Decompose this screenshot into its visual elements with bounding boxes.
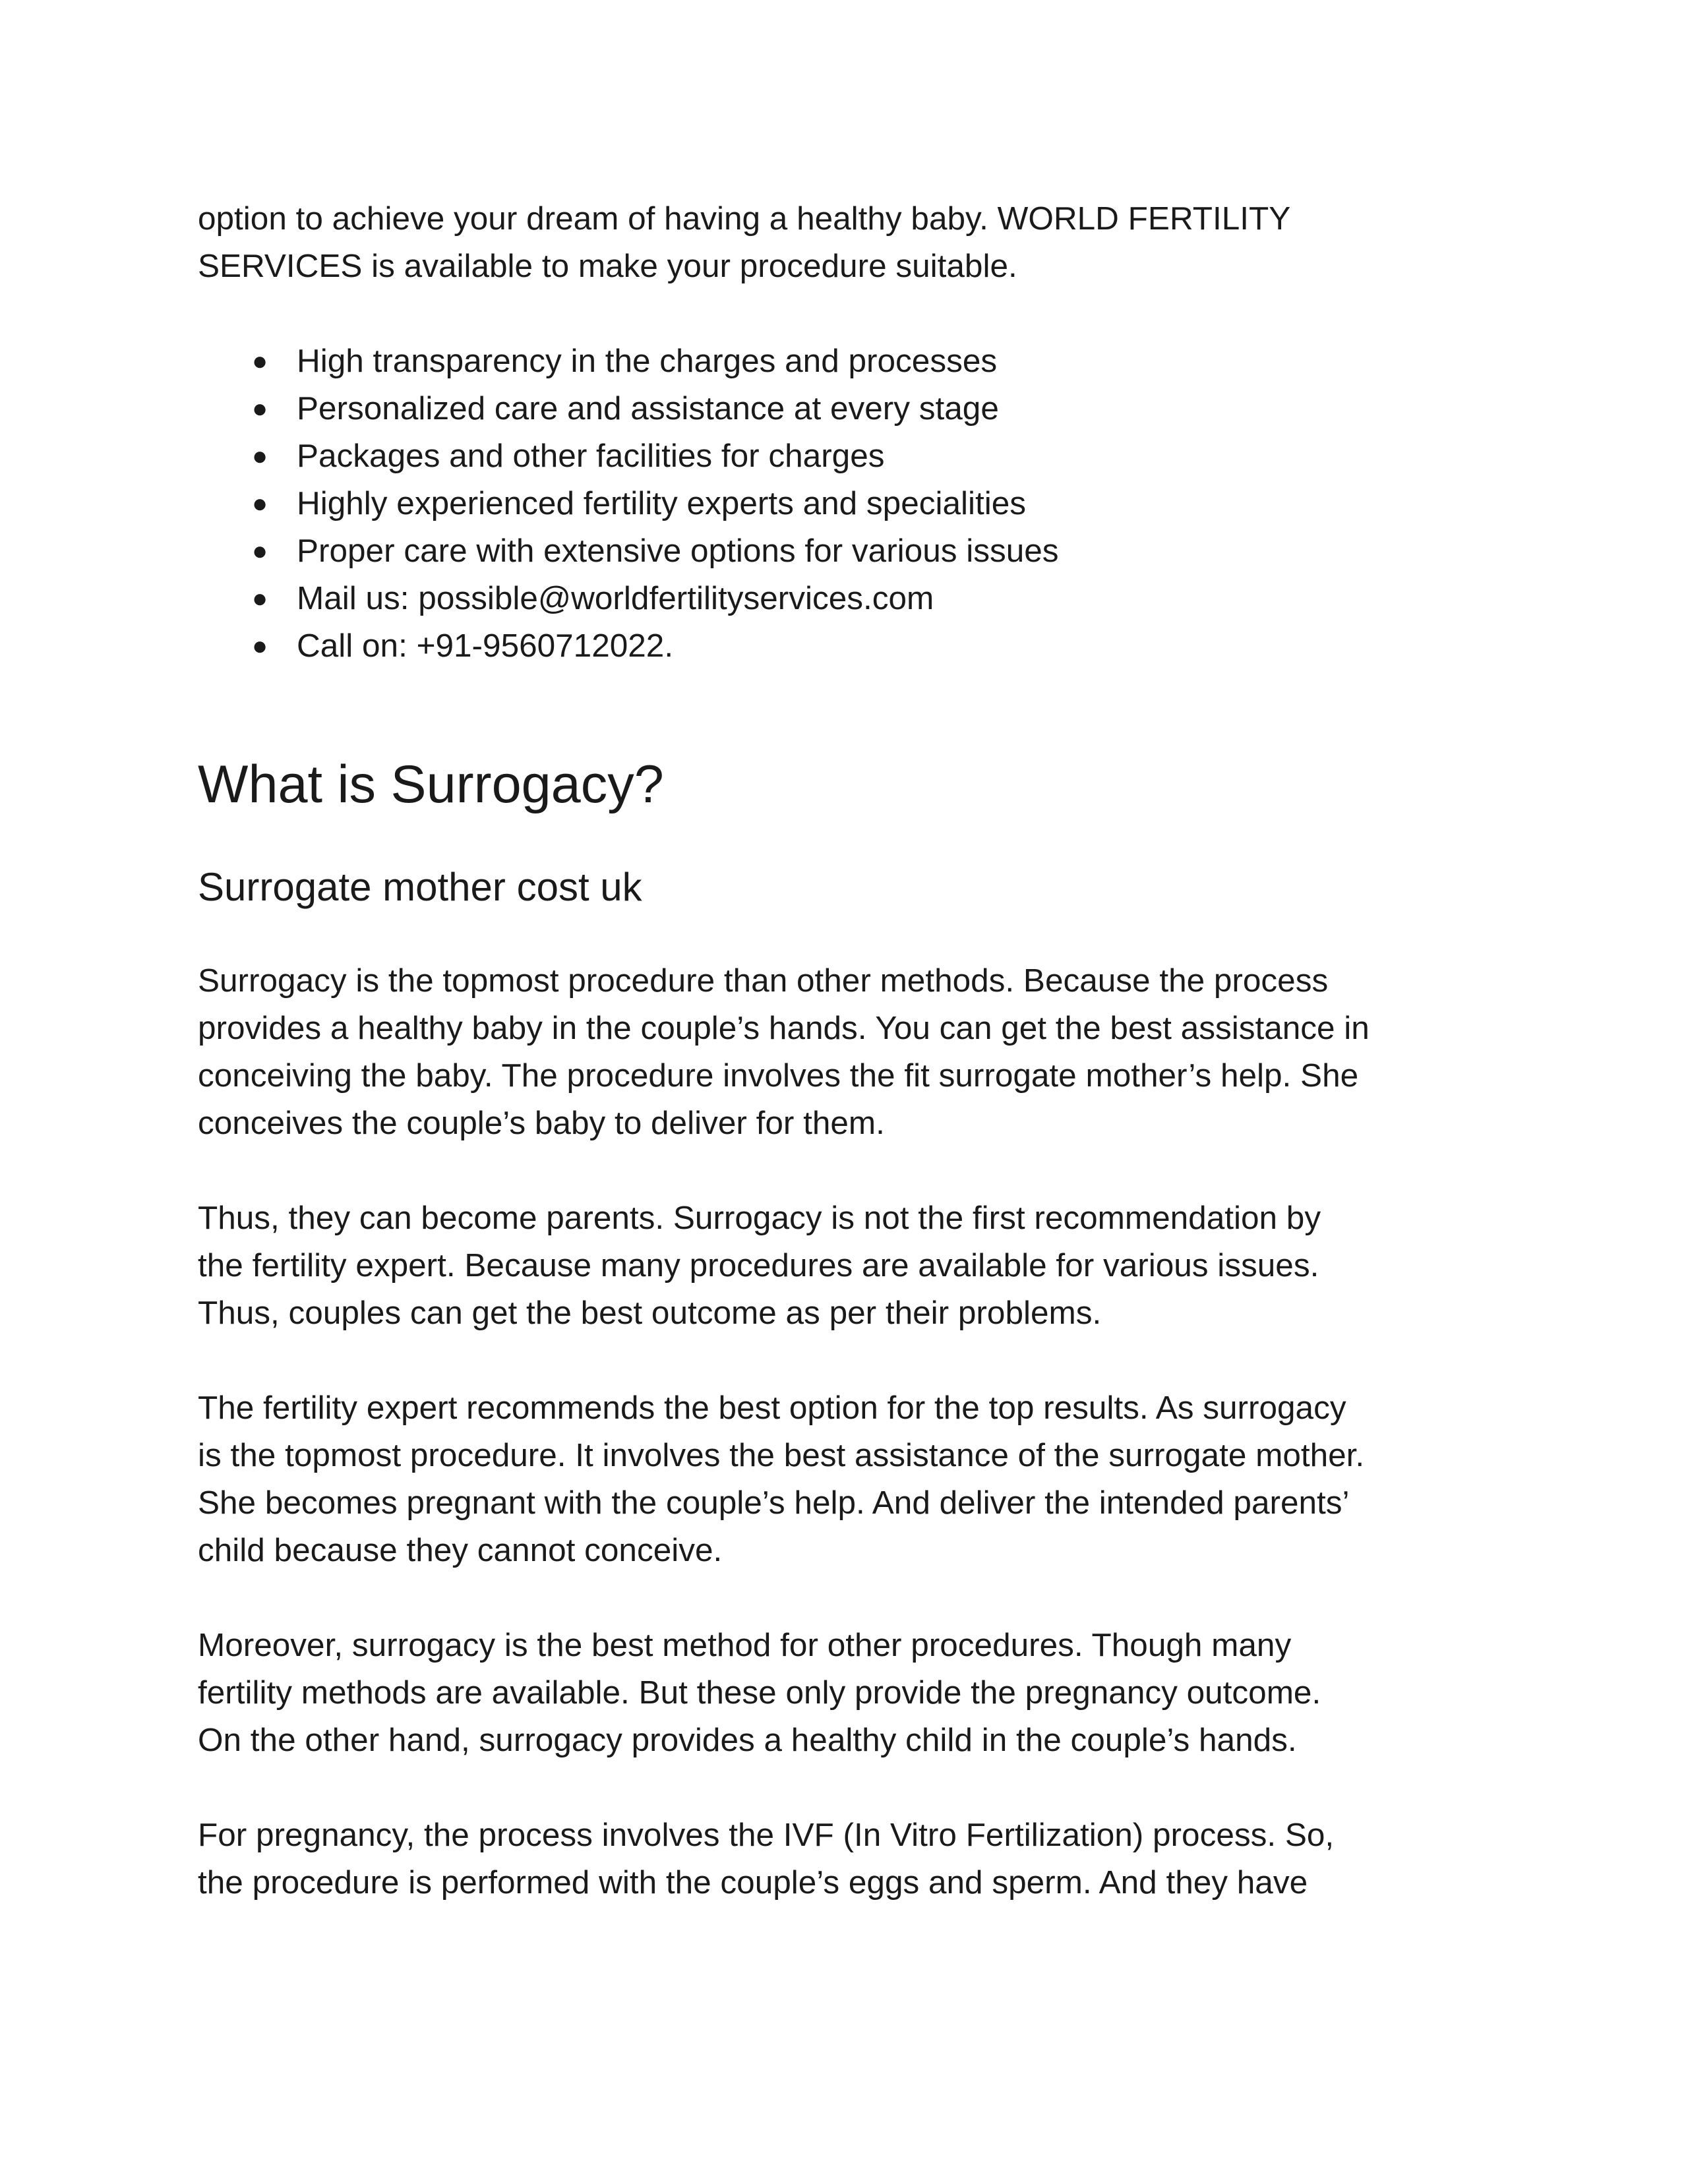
list-item-text: Packages and other facilities for charges [297, 438, 885, 474]
list-item-text: Proper care with extensive options for various issues [297, 533, 1059, 569]
body-paragraph-5 [198, 1812, 1503, 1906]
text-line: Surrogacy is the topmost procedure than other methods. Because the process [198, 962, 1329, 999]
list-item-text: Call on: +91-9560712022. [297, 628, 674, 664]
list-item [198, 338, 1503, 385]
bullet-icon: ● [252, 489, 268, 518]
text-line: is the topmost procedure. It involves the best assistance of the surrogate mother. [198, 1437, 1365, 1473]
text-line: conceives the couple’s baby to deliver for them. [198, 1105, 885, 1141]
section-heading: What is Surrogacy? [198, 755, 664, 814]
text-line: Thus, couples can get the best outcome as per their problems. [198, 1295, 1102, 1331]
text-line: Moreover, surrogacy is the best method for other procedures. Though many [198, 1627, 1292, 1663]
list-item-text: Personalized care and assistance at every stage [297, 390, 999, 427]
text-line: She becomes pregnant with the couple’s help. And deliver the intended parents’ [198, 1485, 1350, 1521]
text-line: the procedure is performed with the couple’s eggs and sperm. And they have [198, 1864, 1308, 1901]
body-paragraph-2 [198, 1195, 1503, 1337]
text-line: Thus, they can become parents. Surrogacy is not the first recommendation by [198, 1200, 1321, 1236]
text-line: the fertility expert. Because many procedures are available for various issues. [198, 1247, 1319, 1284]
body-paragraph-3 [198, 1384, 1503, 1574]
bullet-icon: ● [252, 537, 268, 566]
list-item [198, 575, 1503, 622]
text-line: SERVICES is available to make your procedure suitable. [198, 248, 1017, 284]
body-paragraph-1 [198, 957, 1503, 1147]
bullet-icon: ● [252, 442, 268, 471]
list-item [198, 432, 1503, 480]
body-paragraph-4 [198, 1622, 1503, 1764]
list-item [198, 480, 1503, 527]
text-line: child because they cannot conceive. [198, 1532, 723, 1568]
text-line: option to achieve your dream of having a healthy baby. WORLD FERTILITY [198, 200, 1291, 237]
text-line: fertility methods are available. But these only provide the pregnancy outcome. [198, 1674, 1321, 1711]
bullet-icon: ● [252, 632, 268, 661]
list-item [198, 385, 1503, 432]
list-item [198, 527, 1503, 575]
list-item-text: Highly experienced fertility experts and specialities [297, 485, 1027, 521]
section-subheading: Surrogate mother cost uk [198, 865, 642, 909]
bullet-icon: ● [252, 394, 268, 423]
intro-paragraph [198, 195, 1503, 290]
bullet-icon: ● [252, 347, 268, 376]
list-item [198, 622, 1503, 670]
list-item-text: High transparency in the charges and processes [297, 343, 998, 379]
text-line: conceiving the baby. The procedure involves the fit surrogate mother’s help. She [198, 1057, 1359, 1094]
text-line: On the other hand, surrogacy provides a healthy child in the couple’s hands. [198, 1722, 1297, 1758]
text-line: provides a healthy baby in the couple’s hands. You can get the best assistance in [198, 1010, 1370, 1046]
bullet-icon: ● [252, 584, 268, 613]
text-line: The fertility expert recommends the best option for the top results. As surrogacy [198, 1390, 1346, 1426]
feature-bullet-list [198, 338, 1503, 670]
text-line: For pregnancy, the process involves the IVF (In Vitro Fertilization) process. So, [198, 1817, 1335, 1853]
list-item-text: Mail us: possible@worldfertilityservices.com [297, 580, 934, 616]
